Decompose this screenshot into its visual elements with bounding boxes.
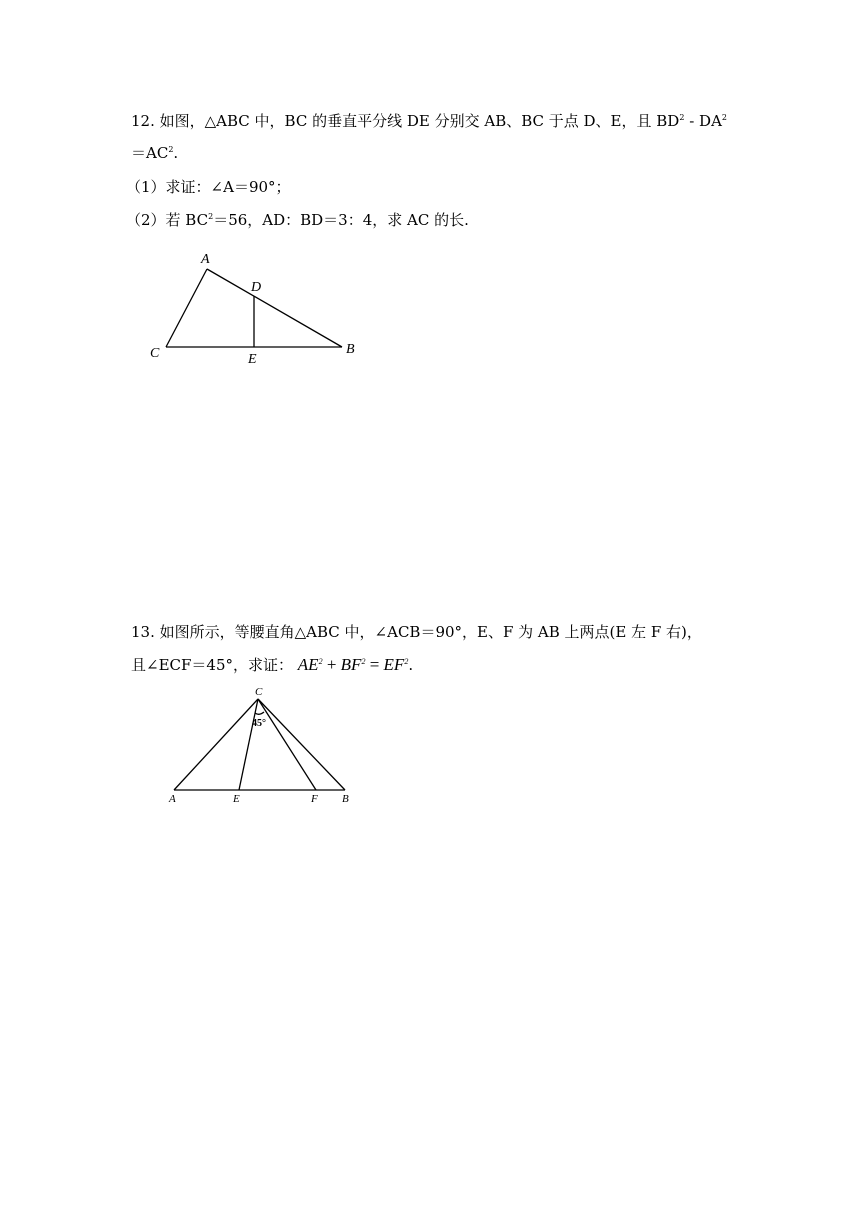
segment-cf	[258, 699, 316, 790]
superscript-2: 2	[168, 145, 174, 154]
formula-equals: =	[365, 655, 384, 674]
segment-cb	[258, 699, 345, 790]
angle-arc	[255, 712, 264, 714]
superscript-2: 2	[208, 212, 214, 221]
q12-part-2-text-a: （2）若 BC	[126, 211, 209, 229]
label-c: C	[150, 346, 160, 361]
q12-part-2-text-b: ＝56，AD：BD＝3：4，求 AC 的长.	[213, 211, 469, 229]
q12-part-1: （1）求证：∠A＝90°；	[126, 178, 291, 196]
label-a: A	[169, 793, 176, 805]
q13-text-2: 且∠ECF＝45°，求证：	[131, 656, 293, 674]
q12-text-minus-da: - DA	[684, 112, 722, 130]
superscript-2: 2	[361, 657, 366, 666]
formula-bf: BF	[340, 655, 362, 674]
segment-ca	[174, 699, 258, 790]
q12-text-2-end: .	[173, 144, 179, 162]
formula-plus: +	[322, 655, 341, 674]
label-c: C	[255, 686, 263, 698]
superscript-2: 2	[318, 657, 323, 666]
q12-text-2: ＝AC	[131, 144, 169, 162]
superscript-2: 2	[721, 113, 727, 122]
label-f: F	[311, 793, 318, 805]
q12-text-1: 12. 如图，△ABC 中，BC 的垂直平分线 DE 分别交 AB、BC 于点 D、E，且 BD	[131, 112, 680, 130]
segment-ce	[239, 699, 258, 790]
formula-ae: AE	[297, 655, 319, 674]
superscript-2: 2	[404, 657, 409, 666]
q13-text-end: .	[408, 656, 414, 674]
label-b: B	[346, 342, 355, 357]
angle-45-label: 45°	[252, 718, 266, 729]
label-b: B	[342, 793, 349, 805]
formula-ef: EF	[383, 655, 405, 674]
label-e: E	[233, 793, 240, 805]
label-d: D	[251, 280, 262, 295]
label-a: A	[201, 252, 210, 267]
label-e: E	[248, 352, 257, 367]
superscript-2: 2	[679, 113, 685, 122]
q13-line-1: 13. 如图所示，等腰直角△ABC 中，∠ACB＝90°，E、F 为 AB 上两点(E 左 F 右)，	[131, 623, 702, 641]
